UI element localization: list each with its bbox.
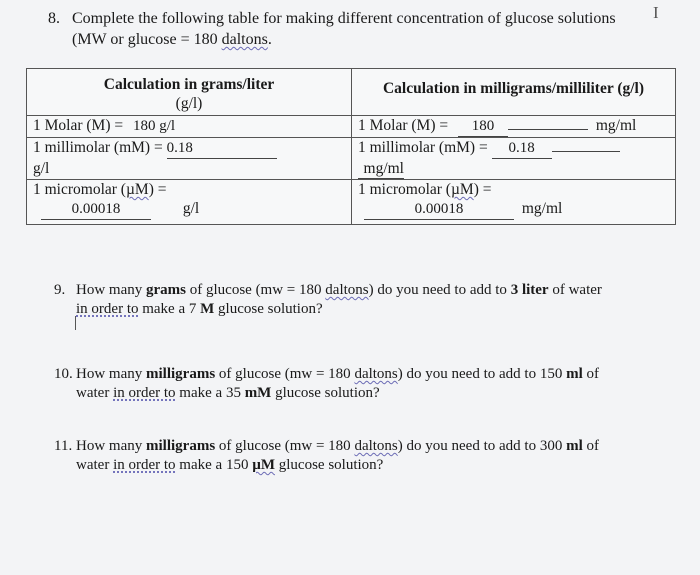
table-cell: [27, 138, 352, 180]
bold-text: 3 liter: [510, 282, 549, 298]
daltons-word: daltons: [354, 438, 398, 454]
text: make a 35: [175, 385, 245, 401]
cell-answer[interactable]: 0.18: [492, 139, 552, 159]
text: glucose solution?: [275, 457, 384, 473]
text: How many: [76, 282, 146, 298]
text: water: [76, 457, 114, 473]
daltons-word: daltons: [354, 366, 398, 382]
cell-unit: g/l: [33, 160, 50, 177]
text: make a 7: [138, 301, 201, 317]
cell-label: ) =: [148, 181, 167, 198]
bold-text: ml: [566, 366, 583, 382]
table-row: [27, 180, 676, 225]
question-10: [54, 365, 634, 403]
text: glucose solution?: [271, 385, 380, 401]
bold-text: milligrams: [146, 438, 216, 454]
text: of glucose (mw = 180: [215, 366, 355, 382]
bold-text: M: [200, 301, 215, 317]
question-number: 11.: [54, 438, 73, 454]
bold-text: µM: [252, 457, 275, 473]
text: of glucose (mw = 180: [215, 438, 355, 454]
text: of glucose (mw = 180: [186, 282, 326, 298]
table-header-row: [27, 69, 676, 116]
cell-unit: mg/ml: [521, 200, 563, 217]
dotted-phrase: in order to: [113, 457, 176, 473]
cell-label: 1 millimolar (mM) =: [358, 139, 488, 156]
cell-answer[interactable]: [167, 139, 277, 159]
header-text: Calculation in grams/liter: [103, 76, 275, 93]
table-row: [27, 116, 676, 138]
text: of: [582, 366, 600, 382]
cell-answer[interactable]: 0.00018: [364, 200, 514, 220]
text: .: [267, 31, 272, 48]
text: ) do you need to add to 300: [397, 438, 567, 454]
dotted-phrase: in order to: [113, 385, 176, 401]
header-mg-per-ml: Calculation in milligrams/milliliter (g/l): [352, 69, 676, 116]
dotted-phrase: in order to: [76, 301, 139, 317]
bold-text: mM: [244, 385, 272, 401]
concentration-table: [26, 68, 676, 225]
table-row: [27, 138, 676, 180]
cell-label: 1 Molar (M) =: [33, 117, 124, 134]
cell-answer[interactable]: 180: [458, 117, 508, 137]
daltons-word: daltons: [221, 31, 268, 48]
cell-unit: mg/ml: [358, 159, 404, 179]
text: of water: [548, 282, 602, 298]
text: How many: [76, 366, 146, 382]
cell-answer[interactable]: 0.00018: [41, 200, 151, 220]
bold-text: milligrams: [146, 366, 216, 382]
text-caret[interactable]: [75, 316, 76, 330]
bold-text: grams: [146, 282, 186, 298]
text: water: [76, 385, 114, 401]
micro-unit: µM: [125, 181, 149, 198]
text-cursor-icon: I: [653, 3, 659, 22]
micro-unit: µM: [450, 181, 474, 198]
answer-text: 0.18: [166, 140, 193, 156]
question-number: 9.: [54, 282, 66, 298]
header-grams-per-liter: [27, 69, 352, 116]
text: of: [582, 438, 600, 454]
header-subtext: (g/l): [175, 95, 203, 112]
table-cell: [352, 180, 676, 225]
text: make a 150: [175, 457, 253, 473]
text: ) do you need to add to: [368, 282, 511, 298]
table-cell: [352, 138, 676, 180]
table-cell: [352, 116, 676, 138]
cell-unit: g/l: [182, 200, 200, 217]
question-number: 8.: [48, 10, 60, 27]
cell-label: 1 millimolar (mM) =: [33, 139, 163, 156]
bold-text: ml: [566, 438, 583, 454]
cell-label: ) =: [473, 181, 492, 198]
cell-label: 1 micromolar (: [33, 181, 126, 198]
question-8-text-line2: [72, 29, 664, 50]
daltons-word: daltons: [325, 282, 369, 298]
question-9: [54, 281, 634, 319]
cell-answer[interactable]: 180 g/l: [132, 118, 176, 134]
cell-label: 1 micromolar (: [358, 181, 451, 198]
text: ) do you need to add to 150: [397, 366, 567, 382]
question-number: 10.: [54, 366, 73, 382]
question-8-text-line1: Complete the following table for making different concentration of glucose solutions: [72, 10, 616, 27]
question-8: [48, 8, 664, 50]
table-cell: [27, 116, 352, 138]
answer-blank-line: [508, 129, 588, 130]
answer-blank-line: [552, 151, 620, 152]
text: How many: [76, 438, 146, 454]
text: glucose solution?: [214, 301, 323, 317]
cell-label: 1 Molar (M) =: [358, 117, 449, 134]
table-cell: [27, 180, 352, 225]
question-11: [54, 437, 634, 475]
text: (MW or glucose = 180: [72, 31, 222, 48]
cell-unit: mg/ml: [595, 117, 637, 134]
